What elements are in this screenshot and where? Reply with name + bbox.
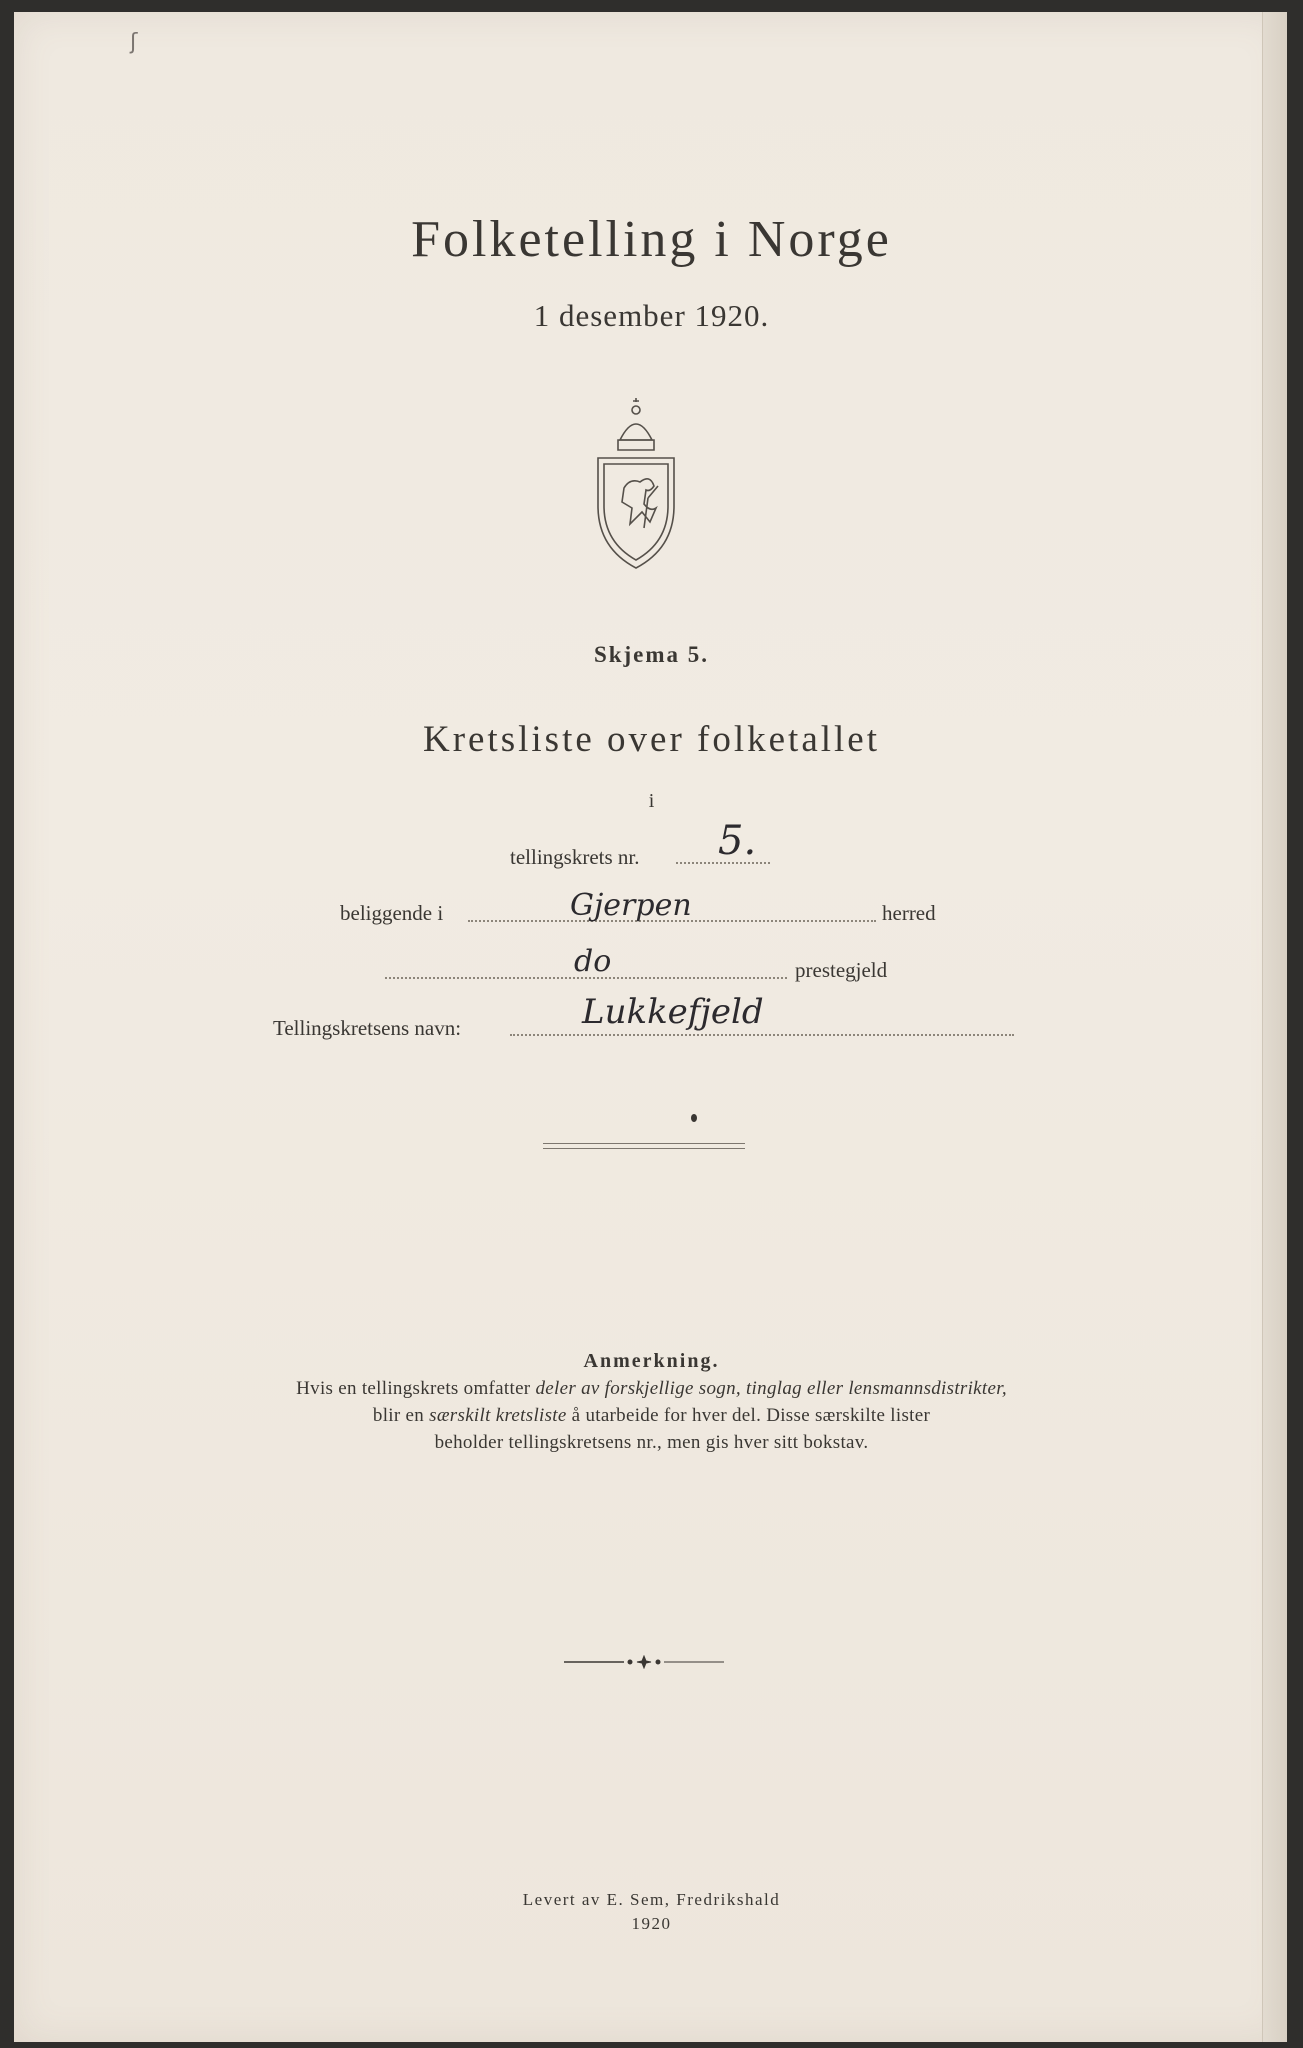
ornament-divider-icon bbox=[564, 1655, 724, 1669]
district-name-line bbox=[510, 1034, 1014, 1036]
connector-word: i bbox=[648, 790, 655, 812]
divider-rule bbox=[543, 1148, 745, 1149]
note-italic-text: deler av forskjellige sogn, tinglag eller lensmannsdistrikter, bbox=[535, 1378, 1007, 1399]
located-in-label: beliggende i bbox=[340, 901, 444, 925]
district-number-label: tellingskrets nr. bbox=[510, 845, 640, 869]
parish-value: do bbox=[574, 944, 612, 979]
document-date: 1 desember 1920. bbox=[533, 298, 770, 333]
document-title: Folketelling i Norge bbox=[411, 211, 892, 268]
district-name-label: Tellingskretsens navn: bbox=[273, 1016, 462, 1040]
note-line-3: beholder tellingskretsens nr., men gis hver sitt bokstav. bbox=[434, 1432, 869, 1453]
district-number-value: 5. bbox=[718, 818, 757, 864]
schema-label: Skjema 5. bbox=[593, 642, 710, 667]
note-text: å utarbeide for hver del. Disse særskilte lister bbox=[566, 1405, 931, 1426]
printer-year: 1920 bbox=[631, 1914, 672, 1933]
note-title: Anmerkning. bbox=[583, 1350, 720, 1372]
district-name-value: Lukkefjeld bbox=[582, 992, 764, 1032]
note-line-2 bbox=[0, 1405, 1303, 1427]
note-text: Hvis en tellingskrets omfatter bbox=[296, 1378, 536, 1399]
pencil-mark: ʃ bbox=[130, 30, 138, 55]
norwegian-coat-of-arms-icon bbox=[590, 398, 682, 570]
note-line-1 bbox=[0, 1378, 1303, 1400]
printer-credit: Levert av E. Sem, Fredrikshald bbox=[522, 1890, 781, 1909]
note-text: blir en bbox=[372, 1405, 430, 1426]
note-italic-text: særskilt kretsliste bbox=[429, 1405, 567, 1426]
located-in-value: Gjerpen bbox=[570, 888, 692, 923]
herred-label: herred bbox=[882, 901, 936, 925]
bullet-mark bbox=[691, 1114, 697, 1122]
form-heading: Kretsliste over folketallet bbox=[422, 719, 881, 760]
parish-label: prestegjeld bbox=[795, 958, 888, 982]
divider-rule bbox=[543, 1143, 745, 1144]
